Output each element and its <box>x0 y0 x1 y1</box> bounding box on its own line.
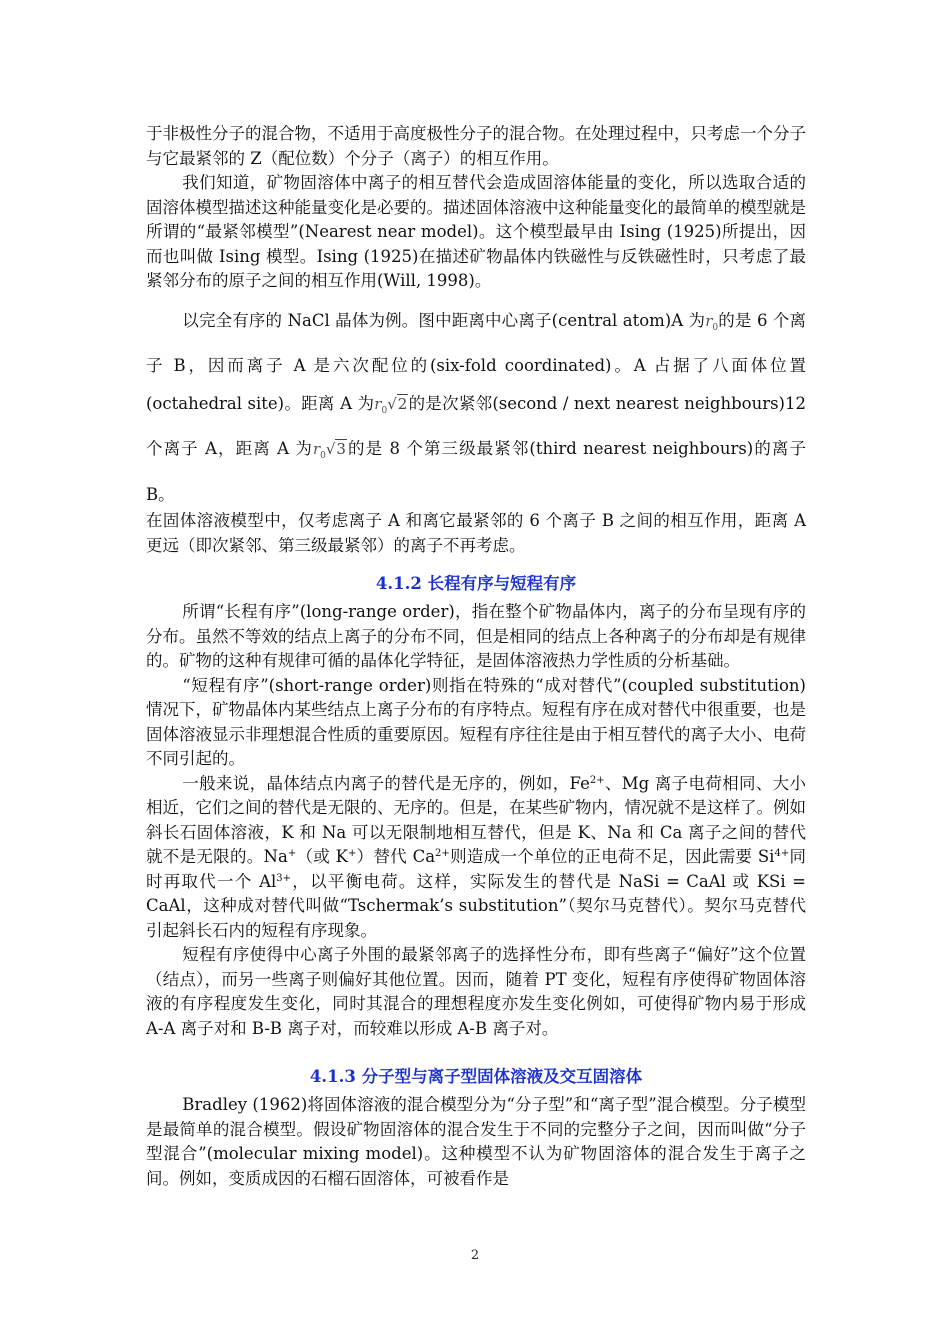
paragraph-short-range-effects: 短程有序使得中心离子外围的最紧邻离子的选择性分布，即有些离子“偏好”这个位置（结点），而另一些离子则偏好其他位置。因而，随着 PT 变化，短程有序使得矿物固体溶液的有序程度发生变化，同时其混合的理想程度亦发生变化例如，可使得矿物内易于形成 A-A 离子对和 B-B 离子对，而较难以形成 A-B 离子对。 <box>146 945 806 1038</box>
paragraph-continuation: 于非极性分子的混合物，不适用于高度极性分子的混合物。在处理过程中，只考虑一个分子与它最紧邻的 Z（配位数）个分子（离子）的相互作用。 <box>146 124 806 168</box>
superscript-na: + <box>287 848 297 859</box>
paragraph-nearest-neighbour-model: 我们知道，矿物固溶体中离子的相互替代会造成固溶体能量的变化，所以选取合适的固溶体模型描述这种能量变化是必要的。描述固体溶液中这种能量变化的最简单的模型就是所谓的“最紧邻模型”(Nearest near model)。这个模型最早由 Ising (1925)所提出，因而也叫做 Ising 模型。Ising (1925)在描述矿物晶体内铁磁性与反铁磁性时，只考虑了最紧邻分布的原子之间的相互作用(Will, 1998)。 <box>146 173 806 290</box>
superscript-ca: 2+ <box>435 848 450 859</box>
r0-sqrt2-formula: $r_0√2$ <box>374 394 408 416</box>
superscript-k: + <box>347 848 357 859</box>
paragraph-substitution: 一般来说，晶体结点内离子的替代是无序的，例如，$Fe^{2+}$、Mg 离子电荷相同、大小相近，它们之间的替代是无限的、无序的。但是，在某些矿物内，情况就不是这样了。例如斜长石固体溶液，K 和 Na 可以无限制地相互替代，但是 K、Na 和 Ca 离子之间的替代就不是无限的。Na+（或 K+）替代 $Ca^{2+}$则造成一个单位的正电荷不足，因此需要 $Si^{4+}$同时再取代一个 $Al^{3+}$，以平衡电荷。这样，实际发生的替代是 NaSi = CaAl 或 KSi = CaAl，这种成对替代叫做“Tschermak’s substitution”（契尔马克替代）。契尔马克替代引起斜长石内的短程有序现象。 <box>146 773 807 940</box>
paragraph-solid-solution-model: 在固体溶液模型中，仅考虑离子 A 和离它最紧邻的 6 个离子 B 之间的相互作用，距离 A 更远（即次紧邻、第三级最紧邻）的离子不再考虑。 <box>146 511 806 555</box>
page-number: 2 <box>470 1248 480 1263</box>
section-heading-4-1-2: 4.1.2 长程有序与短程有序 <box>375 574 577 593</box>
paragraph-long-range-order: 所谓“长程有序”(long-range order)，指在整个矿物晶体内，离子的分布呈现有序的分布。虽然不等效的结点上离子的分布不同，但是相同的结点上各种离子的分布却是有规律的。矿物的这种有规律可循的晶体化学特征，是固体溶液热力学性质的分析基础。 <box>146 602 806 670</box>
paragraph-bradley-models: Bradley (1962)将固体溶液的混合模型分为“分子型”和“离子型”混合模型。分子模型是最简单的混合模型。假设矿物固溶体的混合发生于不同的完整分子之间，因而叫做“分子型混合”(molecular mixing model)。这种模型不认为矿物固溶体的混合发生于离子之间。例如，变质成因的石榴石固溶体，可被看作是 <box>146 1095 806 1188</box>
document-body <box>146 122 806 1191</box>
superscript-fe: 2+ <box>589 774 605 786</box>
paragraph-short-range-order: “短程有序”(short-range order)则指在特殊的“成对替代”(coupled substitution)情况下，矿物晶体内某些结点上离子分布的有序特点。短程有序在成对替代中很重要，也是固体溶液显示非理想混合性质的重要原因。短程有序往往是由于相互替代的离子大小、电荷不同引起的。 <box>146 675 806 768</box>
superscript-si: 4+ <box>774 848 790 859</box>
superscript-al: 3+ <box>276 872 292 884</box>
paragraph-nacl-example: 以完全有序的 NaCl 晶体为例。图中距离中心离子(central atom)A 为$r_0$的是 6 个离子 B，因而离子 A 是六次配位的(six-fold coordinated)。A 占据了八面体位置(octahedral site)。距离 A 为$r_0√2$的是次紧邻(second / next nearest neighbours)12 个离子 A，距离 A 为$r_0√3$的是 8 个第三级最紧邻(third nearest neighbours)的离子 B。 <box>146 310 806 504</box>
r0-symbol: $r_0$ <box>705 311 719 333</box>
section-heading-4-1-3: 4.1.3 分子型与离子型固体溶液及交互固溶体 <box>309 1067 643 1086</box>
r0-sqrt3-formula: $r_0√3$ <box>312 440 346 461</box>
